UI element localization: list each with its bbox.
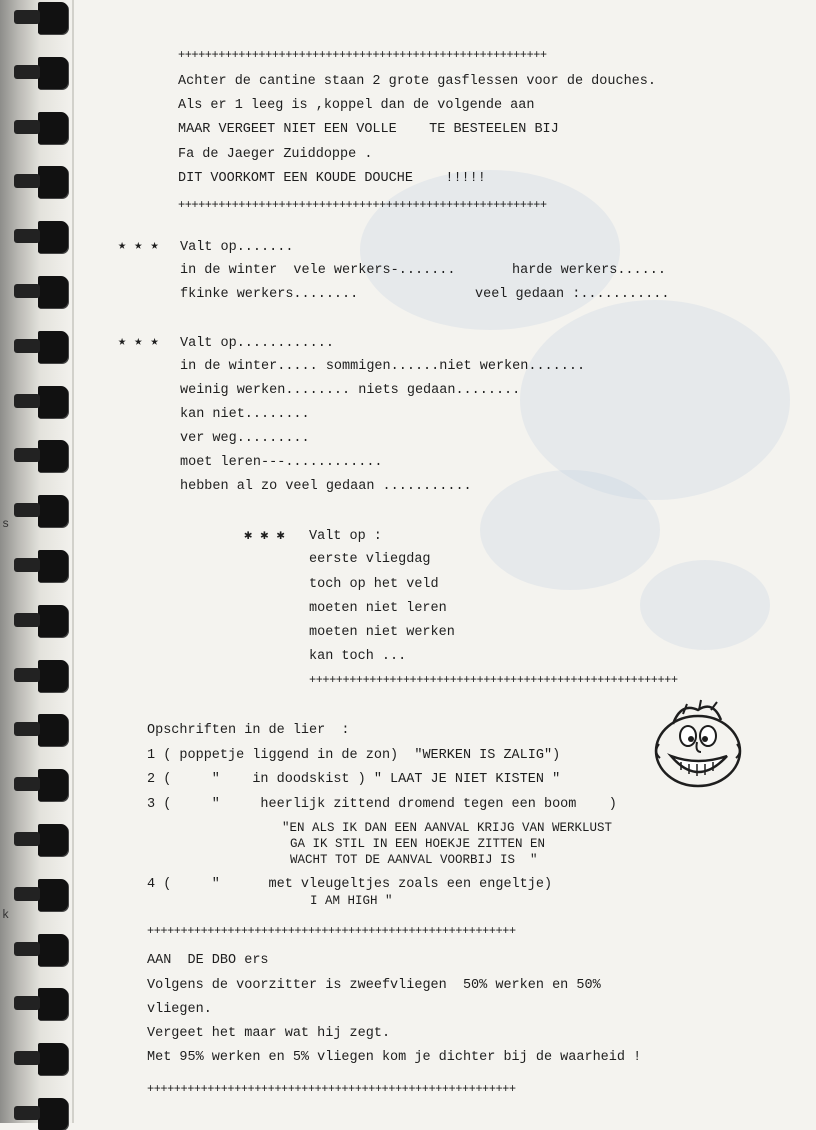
inscription-quote: "EN ALS IK DAN EEN AANVAL KRIJG VAN WERKLUST: [282, 821, 613, 835]
separator-line: +++++++++++++++++++++++++++++++++++++++++++++++++++++++: [178, 198, 547, 212]
block-line: harde werkers......: [512, 263, 666, 278]
spiral-ring-icon: [38, 1043, 68, 1075]
dbo-line: Vergeet het maar wat hij zegt.: [147, 1026, 391, 1041]
bleed-through-stain: [480, 470, 660, 590]
separator-line: +++++++++++++++++++++++++++++++++++++++++++++++++++++++: [178, 48, 547, 62]
spiral-ring-icon: [38, 879, 68, 911]
section-heading: Opschriften in de lier :: [147, 723, 350, 738]
inscription-item: 3 ( " heerlijk zittend dromend tegen een boom ): [147, 797, 617, 812]
spiral-ring-icon: [38, 112, 68, 144]
star-marker: ★ ★ ★: [118, 239, 159, 254]
block-line: toch op het veld: [309, 577, 439, 592]
block-line: in de winter..... sommigen......niet werken.......: [180, 359, 586, 374]
inscription-item: 1 ( poppetje liggend in de zon) "WERKEN IS ZALIG"): [147, 748, 561, 763]
notice-line: Als er 1 leeg is ,koppel dan de volgende aan: [178, 98, 535, 113]
block-title: Valt op.......: [180, 240, 294, 255]
spiral-ring-icon: [38, 1098, 68, 1130]
star-marker: ✱ ✱ ✱: [244, 529, 285, 544]
inscription-quote: GA IK STIL IN EEN HOEKJE ZITTEN EN: [290, 837, 546, 851]
spiral-ring-icon: [38, 276, 68, 308]
spiral-ring-icon: [38, 660, 68, 692]
block-line: in de winter vele werkers-.......: [180, 263, 456, 278]
inscription-quote: WACHT TOT DE AANVAL VOORBIJ IS ": [290, 853, 538, 867]
spiral-ring-icon: [38, 386, 68, 418]
spiral-ring-icon: [38, 166, 68, 198]
dbo-line: Volgens de voorzitter is zweefvliegen 50% werken en 50%: [147, 978, 601, 993]
section-heading: AAN DE DBO ers: [147, 953, 269, 968]
block-title: Valt op :: [309, 529, 382, 544]
block-line: ver weg.........: [180, 431, 310, 446]
bleed-through-stain: [360, 170, 620, 330]
block-line: veel gedaan :...........: [475, 287, 670, 302]
spiral-ring-icon: [38, 495, 68, 527]
spiral-ring-icon: [38, 824, 68, 856]
spiral-ring-icon: [38, 934, 68, 966]
block-title: Valt op............: [180, 336, 334, 351]
spiral-ring-icon: [38, 440, 68, 472]
spiral-ring-icon: [38, 769, 68, 801]
cartoon-face-icon: [651, 696, 746, 791]
spiral-ring-icon: [38, 331, 68, 363]
separator-line: +++++++++++++++++++++++++++++++++++++++++++++++++++++++: [147, 1082, 516, 1096]
block-line: weinig werken........ niets gedaan........: [180, 383, 521, 398]
star-marker: ★ ★ ★: [118, 335, 159, 350]
block-line: hebben al zo veel gedaan ...........: [180, 479, 472, 494]
spiral-ring-icon: [38, 2, 68, 34]
block-line: fkinke werkers........: [180, 287, 359, 302]
spiral-ring-icon: [38, 714, 68, 746]
spiral-ring-icon: [38, 57, 68, 89]
page-edge: [72, 0, 74, 1123]
spiral-ring-icon: [38, 550, 68, 582]
separator-line: +++++++++++++++++++++++++++++++++++++++++++++++++++++++: [309, 673, 678, 687]
block-line: kan toch ...: [309, 649, 407, 664]
notice-line: Achter de cantine staan 2 grote gasflessen voor de douches.: [178, 74, 656, 89]
margin-mark: k: [2, 908, 10, 922]
block-line: moeten niet werken: [309, 625, 455, 640]
separator-line: +++++++++++++++++++++++++++++++++++++++++++++++++++++++: [147, 924, 516, 938]
inscription-item: 2 ( " in doodskist ) " LAAT JE NIET KISTEN ": [147, 772, 561, 787]
block-line: kan niet........: [180, 407, 310, 422]
bleed-through-stain: [640, 560, 770, 650]
dbo-line: Met 95% werken en 5% vliegen kom je dichter bij de waarheid !: [147, 1050, 642, 1065]
notice-line: MAAR VERGEET NIET EEN VOLLE TE BESTEELEN BIJ: [178, 122, 559, 137]
block-line: eerste vliegdag: [309, 552, 431, 567]
spiral-ring-icon: [38, 988, 68, 1020]
spiral-ring-icon: [38, 221, 68, 253]
margin-mark: s: [2, 517, 10, 531]
block-line: moet leren---............: [180, 455, 383, 470]
notice-line: Fa de Jaeger Zuiddoppe .: [178, 147, 373, 162]
inscription-quote: I AM HIGH ": [310, 894, 393, 908]
spiral-ring-icon: [38, 605, 68, 637]
block-line: moeten niet leren: [309, 601, 447, 616]
spiral-binding: [0, 0, 75, 1123]
dbo-line: vliegen.: [147, 1002, 212, 1017]
inscription-item: 4 ( " met vleugeltjes zoals een engeltje): [147, 877, 553, 892]
notice-line: DIT VOORKOMT EEN KOUDE DOUCHE !!!!!: [178, 171, 486, 186]
